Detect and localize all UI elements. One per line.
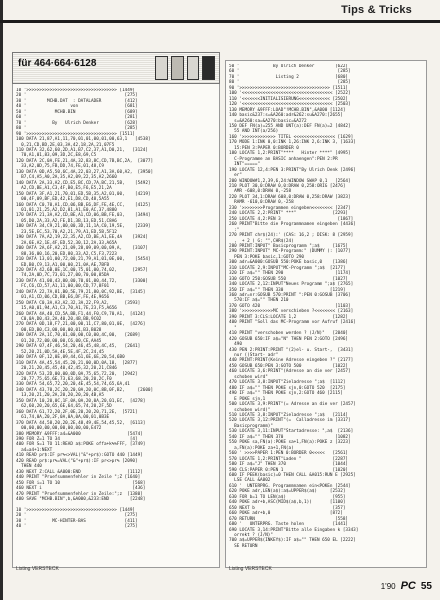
listing-caption-left: Listing VERSTECK [16, 566, 59, 572]
page-footer [381, 580, 432, 592]
issue-label: 1'90 [380, 582, 396, 591]
basic-listing-left: 10 '>>>>>>>>>>>>>>>>>>>>>>>>>>>>>>>>>>> [1449] 20 ' [275] 30 ' MCHB.DAT : DATALADER [412] 40 ' von [681] 50 ' MCHB.BIN [689] 60 ' [281] 70 ' By Ulrich Denker [628] 80 ' [285] 90 '>>>>>>>>>>>>>>>>>>>>>>>>>>>>>>>>>>> [1511] 100 DATA 21,87,A1,11,70,01,01,00,01,00,63,1 [4538] 0,21,CD,BD,2E,03,3A,42,18,2A,21,07F5 110 DATA 32,62,60,2D,A1,B7,C2,37,A1,D0,21, [3124] 70,A1,01,83,09,3D,2C,E8,69,C5 120 DATA 2C,0A,FE,21,4A,32,83,8C,CD,7B,BC,2A, [3077] 33,A2,0D,75,FB,DD,74,FE,01,48,C9 130 DATA 0D,A5,50,6C,4A,22,03,27,A1,3A,60,A2, [3950] B7,C4,A5,A0,2A,35,A2,09,22,35,A2,2660 140 DATA 2A,33,A2,CD,E5,BC,CD,7A,BC,21,5B, [5492] A2,CD,BE,A1,C3,4F,B0,E5,F6,E5,21,2A 150 DATA 3F,A1,21,70,01,ED,5B,35,A2,01,00, [4219] 00,4F,09,BF,ED,42,E1,D8,CD,48,5A55 160 DATA C0,70,A1,CD,06,BB,E6,DF,FE,4E,CC, [4125] 01,01,21,25,A2,D2,81,A1,E0,AC,37,4880 170 DATA 21,3A,A2,CD,BE,A1,CD,06,BB,FE,03, [3494] 05,D0,2A,33,A2,FE,D1,3B,13,ED,51,C8A6 180 DATA 34,C9,21,00,00,3D,11,1A,C0,19,5E, [2339] 23,5E,EC,53,70,A2,21,79,A1,ED,5B,5F12 190 DATA 7A,A2,19,22,35,A2,CD,BE,A1,EE,4A [3924] 2A,6E,A2,1E,4F,ED,52,30,12,2A,33,A65A 200 DATA 2A,6F,A2,21,09,28,09,09,00,09,A, [3107] 88,36,00,16,20,ED,80,33,A2,C5,F3,7223 210 DATA 13,01,00,72,00,21,79,A1,01,0E,00, [5454] ED,B0,C9,13,A1,00,00,21,0A,AE,7BFB 220 DATA 42,6B,0E,1C,00,75,01,00,74,02, [2957] 74,2A,0D,7C,73,01,27,00,70,00,85DA 230 DATA 41,00,43,00,00,70,01,00,44,72, [3300] FC,C6,CD,57,A1,11,00,00,CD,77,8F01 240 DATA 22,7A,81,B0,5E,79,21,80,0C,92,BE, [3145] 01,A1,CD,06,CD,BB,E6,DF,FE,4E,9656 250 DATA C0,3A,A3,A2,32,3A,22,F9,A2, [3593] 15,A0,01,94,A1,C3,70,A1,7E,23,F5,A656 260 DATA 4A,40,CD,5A,BB,F1,44,F0,C9,70,A1, [4124] C0,0A,D0,43,2A,40,20,4B,BB,9C02 270 DATA 0D,18,F7,21,00,00,11,C7,80,01,0E, [4276] 00,ED,B0,C3,00,00,00,01,B3,B028 280 DATA 2A,1C,70,01,00,00,C0,00,4C,00, [2689] 01,20,72,00,00,00,C6,00,CE,AA45 290 DATA 07,4F,46,54,20,46,45,48,4C,45, [2641] 52,20,21,0D,5A,4E,5E,4F,2C,24,45 300 DATA 0F,12,0E,09,44,61,6E,6E,20,54,6B0 310 DATA 4A,45,54,45,20,21,00,0D,0A,18, [2877] 20,21,20,45,45,40,42,45,32,20,21,C846 320 DATA 53,2D,00,00,0D,0A,75,65,72,20, [2942] 20,77,75,65,6E,73,63,68,20,20,2C,F0 330 DATA 54,65,72,20,20,4E,45,54,74,65,6A,41 340 DATA 43,70,2C,20,20,0A,20,0C,8B,0F,B2, [2600] 13,20,21,20,2A,20,20,20,20,4B,A5 350 DATA 10,20,0C,1F,0A,0A,20,0A,20,01,EC, [4278] 62,60,20,20,65,6E,64,65,74,20,2F,5D 360 DATA 61,72,20,2F,0E,20,20,20,71,2E, [5721] 61,74,0A,20,2F,0A,0A,0A,00,01,0B3E 370 DATA 44,58,20,20,2E,48,49,4E,54,45,52, [6113] 00,00,00,00,00,00,00,00,00,E472 380 MEMORY &9FFF:a4=&A000 [5474] 390 FOR Z=1 TO 34 [4] 400 FOR S=1 TO 11:READ a$:POKE offa+k%%FFF, [3749] a4=a4+1:NEXT 410 READ pr$:IF pr%<>VAL("&"+pr$):GOTO 440 [1449] 420 READ pr$:pr%=VAL("&"+pr$):IF pr<>pr% [2090] THEN 440 430 NEXT Z:CALL &A000:END [1112] 440 PRINT "Pruefsummenfehler in Zeile ";Z [1640] 450 FOR i=1 TO 10 [568] 460 NEXT i [436] 470 PRINT "Pruefsummenfehler in Zeile:";z [1380] 480 SAVE "MCHB.BIN",b,&A000,&233:END [2248] 10 '>>>>>>>>>>>>>>>>>>>>>>>>>>>>>>>>>>> [1449] 20 ' [275] 30 ' MC-HINTER-BAS [411] 40 ' [275] [16, 88, 154, 530]
page-number: 55 [420, 581, 432, 592]
system-label: für 464·664·6128 [18, 58, 97, 69]
page-edge-bar [0, 0, 3, 600]
basic-listing-right: 50 ' By Ulrich Denker [622] 60 ' [285] 70 ' Listing 2 [680] 80 ' [285] 90 '>>>>>>>>>>>>>>>>>>>>>>>>>>>>>>>>>>> [1511] 100 '<<<<<<<<<<<<<<<<<<<<<<<<<<<<<<<<<<< [2522] 110 '<<<<<<<INITIALISIERUNG<<<<<<<<<<<< [2502] 120 '<<<<<<<<<<<<<<<<<<<<<<<<<<<<<<<<<<< [2503] 130 MEMORY &9FFF:LOAD"!MCHB.BIN",&A000 [1124] 140 basic&237:s=&A260:adr&262:su&A270:[2655] s=&A260:sa=&A270:basic=&A272 150 DEF FN(a)=255 AND UNT(a):DEF FN(a)=2 [4842] 55 AND INT(a/256) 160 '>>>>>>>>>>>>> TITEL <<<<<<<<<<<<<<<< [1629] 170 MODE 1:INK 0,0:INK 1,26:INK 2,6:INK 3, [1633] 15:PEN 3:PAPER 0:BORDER 0 180 LOCATE 1,2:PRINT"**** Hinter ****" [4995] C-Programme an BASIC anhaengen":PEN 2:PR INT"=====" 190 LOCATE 12,4:PEN 3:PRINT"By Ulrich Denk [2496] er" 200 WINDOW#1,2,39,6,24:WINDOW SWAP 0,1 [2564] 210 PLOT 30,0:DRAW 0,0:DRAW 0,258:ORIG [2476] AMR -608,0:DRAW 0,-258 220 PLOT 34,1:DRAW 608,0:DRAW 0,258:DRAW [3823] RAMR -610,0:DRAW 0,-258 230 '>>>>>>>>Programmen eingeben<<<<<<<< [2347] 240 LOCATE 2,2:PRINT" ***" [2293] 250 LOCATE 4,2:PEN 3 [1867] 260 PRINT"Bitte die Programmnamen eingeben [4436] :" 270 PRINT chr$(24):' (CAS: 16,2 ; DISK: 8 [2959] , + 2 ) G: "",CHR$(24) 280 PRINT:INPUT" Basicprogramm ";a$ [1675] 290 PRINT:INPUT" MC-Programm:" (DUMMY ): [1077] PEN 3:POKE basic,1:GOTO 290 300 adr=&A000:GOSUB 550:POKE basic,0 [1386] 310 LOCATE 2,9:INPUT"MC-Programm ";a$ [2177] 320 IF a$="" THEN 290 [1174] 330 GOTO 250:GOSUB 550 [1027] 340 LOCATE 2,12:INPUT"Neues Programm ";a$ [2765] 350 IF a$="" THEN 330 [1219] 360 adr=nr:GOSUB 570:PRINT ":PEN 0:GOSUB [3706] 570:IF a$="" THEN 210 370 GOTO 420 [1103] 380 '>>>>>>>>>>>>MC verschieben ?<<<<<<<< [2163] 390 PRINT 3:CLS:LOCATE 1,2 [1282] 400 PRINT "Soll das MC-Programm vor Aufruf [2416] " 410 PRINT "verschoben werden ? (J/N)" [2040] 420 GOSUB 650:IF a$="N" THEN PEN 2:GOTO [2496] 490 430 PEN 2:PRINT:PRINT "(2)el- u. Start-, [3431] nur ((Start- adr" 440 PRINT:PRINT(Keine Adresse eingeben ?" [2177] 450 GOSUB 650:PEN 3:GOTO 500 [1022] 460 LOCATE 3,6:PRINT"(Adresse an die ver [2457] schoben wird" 470 LOCATE 3,8:INPUT"Zieladresse ";a$ [1112] 480 IF a$="" THEN POKE sjn,0:GOTO 520 [2175] 490 IF a$="" THEN POKE sjn,2:GOTO 460 [2115] E POKE sjn,1 500 LOCATE 3,9:PRINT"(= Adresse an die ver [2457] schoben wird)" 510 LOCATE 3,8:INPUT"Zieladresse ";a$ [2114] 520 LOCATE 3,12:PRINT"(= Calladresse im [3317] Basicprogramm)" 530 LOCATE 3,11:INPUT"Startadresse: ",a$ [2136] 540 IF a$="" THEN 370 [1082] 550 POKE sa,FN(a):POKE sa+1,FN(a):POKE z [3223] a,FN(a):POKE za+1,FN(a) 560 ' >>>>PAPER 1:PEN 0:BORDER 0<<<<< [2561] 570 LOCATE 1,2:PRINT"Laden " [2287] 580 IF a$="J" THEN 370 [1044] 590 CLS:PAPER 0:PEN 1 [1020] 600 IF PEEK(basic)=0 THEN CALL &A015:RUN E [2925] LSE CALL &A002 610 ' UNTERPRG. Programmnamen ein<POKEn [2544] 620 POKE adr,LEN(a$):a$=UPPER$(a$) [2532] 630 FOR b=1 TO LEN(a$) [955] 640 POKE adr+b,ASC(MID$(a$,b,1)) [1100] 650 NEXT b [357] 660 POKE adr+b,0 [872] 670 RETURN [558] 680 ' UNTERPRG. Taste holen [1441] 690 LOCATE 3,14:PRINT"Bitte alle Eingaben k [3343] orrekt ? (J/N)" 700 a$=UPPER$(INKEY$):IF a$="" THEN 650 EL [2222] SE RETURN [229, 64, 359, 549]
header-rule [0, 20, 440, 23]
computer-logo-icon [155, 56, 215, 80]
section-title: Tips & Tricks [341, 4, 412, 16]
listing-caption-right: Listing VERSTECK [229, 566, 272, 572]
magazine-logo: PC [400, 580, 416, 592]
